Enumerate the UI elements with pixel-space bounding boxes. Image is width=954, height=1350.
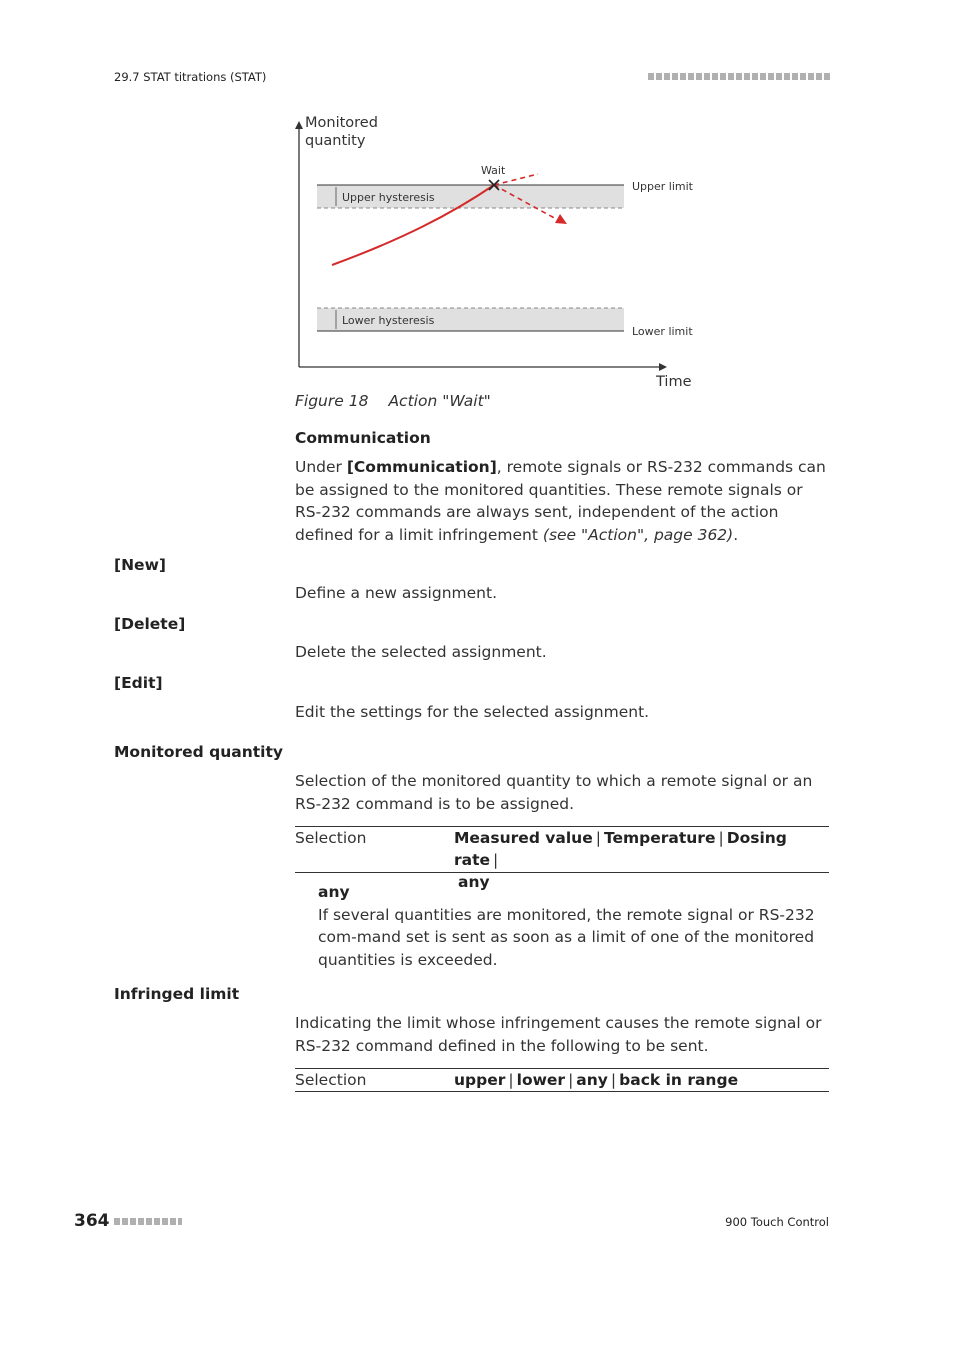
option-upper: upper — [454, 1071, 506, 1089]
selection-options: upper | lower | any | back in range — [454, 1071, 739, 1089]
y-axis-arrow — [295, 121, 303, 129]
new-button-desc: Define a new assignment. — [295, 584, 497, 602]
lower-limit-label: Lower limit — [632, 325, 693, 338]
header-dot-rule — [648, 73, 830, 80]
selection-options: Measured value | Temperature | Dosing rate | any — [454, 829, 787, 891]
communication-ref-bold: [Communication] — [346, 458, 497, 476]
x-axis-label: Time — [656, 374, 692, 390]
any-note-text: If several quantities are monitored, the remote signal or RS-232 com-mand set is sent as soon as a limit of one of the monitored quantities is exceeded. — [318, 905, 815, 969]
selection-label: Selection — [295, 1071, 367, 1089]
upper-limit-label: Upper limit — [632, 180, 693, 193]
footer-dot-rule — [114, 1218, 182, 1225]
communication-text-2: , remote signals or RS-232 commands can be assigned to the monitored quantities. These remote signals or RS-232 commands are always sent, independent of the action defined for a limit infringement — [295, 458, 826, 544]
option-lower: lower — [516, 1071, 566, 1089]
x-axis-arrow — [659, 363, 667, 371]
y-axis-label-line1: Monitored — [305, 115, 378, 131]
any-note — [318, 881, 830, 971]
y-axis-label-line2: quantity — [305, 133, 366, 149]
communication-paragraph — [295, 456, 830, 546]
communication-text-1: Under — [295, 458, 347, 476]
monitored-quantity-selection-table — [295, 826, 829, 891]
communication-cross-ref: (see "Action", page 362) — [542, 525, 734, 544]
any-note-title: any — [318, 883, 350, 901]
figure-number: Figure 18 — [295, 392, 369, 410]
page-number: 364 — [74, 1211, 110, 1231]
option-any: any — [576, 1071, 608, 1089]
option-dosing-rate: Dosing rate — [454, 829, 787, 869]
option-temperature: Temperature — [603, 829, 716, 847]
edit-button-desc: Edit the settings for the selected assignment. — [295, 703, 650, 721]
infringed-limit-selection-table — [295, 1068, 829, 1092]
monitored-quantity-desc: Selection of the monitored quantity to which a remote signal or an RS-232 command is to be assigned. — [295, 772, 813, 813]
return-arrow-head — [555, 214, 567, 224]
selection-label: Selection — [295, 829, 367, 847]
edit-button-label: [Edit] — [114, 674, 163, 692]
delete-button-desc: Delete the selected assignment. — [295, 643, 547, 661]
communication-text-end: . — [733, 525, 739, 544]
delete-button-label: [Delete] — [114, 615, 186, 633]
figure-title: Action "Wait" — [388, 392, 491, 410]
lower-hysteresis-label: Lower hysteresis — [342, 314, 435, 327]
action-wait-figure — [290, 110, 700, 395]
option-measured-value: Measured value — [454, 829, 593, 847]
wait-label: Wait — [481, 164, 506, 177]
action-wait-diagram — [290, 110, 700, 395]
infringed-limit-label: Infringed limit — [114, 985, 240, 1003]
option-back-in-range: back in range — [619, 1071, 739, 1089]
option-any: any — [458, 873, 490, 891]
product-name: 900 Touch Control — [725, 1215, 829, 1229]
running-header: 29.7 STAT titrations (STAT) — [114, 70, 267, 84]
new-button-label: [New] — [114, 556, 166, 574]
infringed-limit-desc: Indicating the limit whose infringement causes the remote signal or RS-232 command defined in the following to be sent. — [295, 1014, 822, 1055]
communication-heading: Communication — [295, 429, 431, 447]
figure-caption — [295, 392, 491, 410]
upper-hysteresis-label: Upper hysteresis — [342, 191, 435, 204]
monitored-quantity-label: Monitored quantity — [114, 743, 283, 761]
